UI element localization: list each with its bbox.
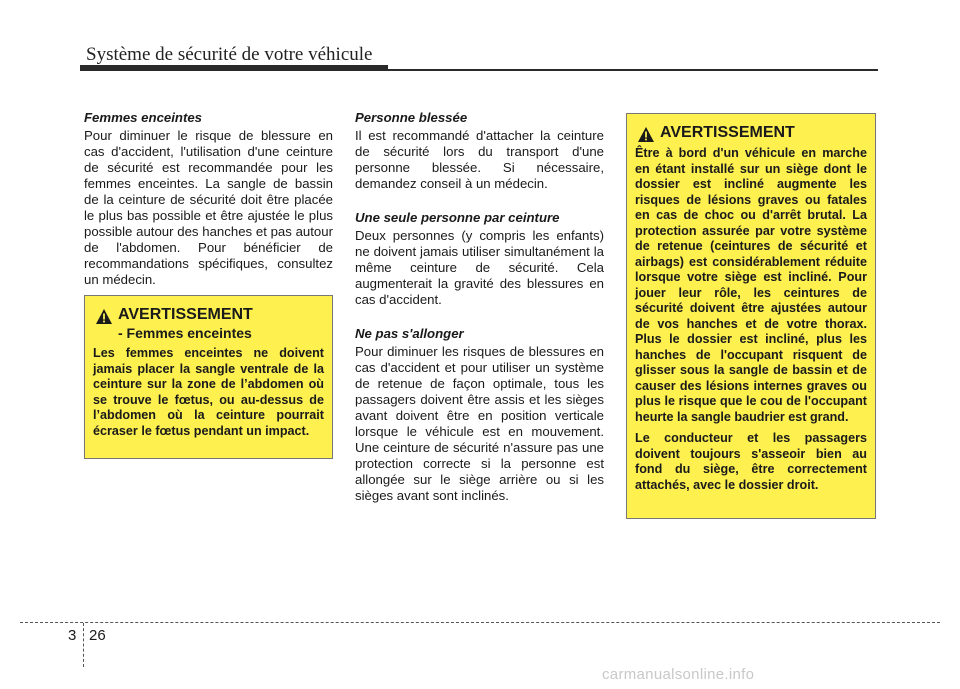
warning-body-2: Le conducteur et les passagers doivent toujours s'asseoir bien au fond du siège, être correctement attachés, avec le dossier droit.: [635, 431, 867, 492]
warning-box-pregnant: [84, 295, 333, 459]
watermark: carmanualsonline.info: [602, 666, 755, 683]
warning-title: AVERTISSEMENT: [660, 124, 795, 141]
warning-title: AVERTISSEMENT: [118, 306, 253, 323]
warning-body-1: Être à bord d'un véhicule en marche en étant installé sur un siège dont le dossier est incliné augmente les risques de lésions graves ou fatales en cas de choc ou d'arrêt brutal. La protection assurée par votre système de retenue (ceintures de sécurité et airbags) est considérablement réduite lorsque votre siège est incliné. Pour jouer leur rôle, les ceintures de sécurité doivent être ajustées autour de vos hanches et de votre thorax. Plus le dossier est incliné, plus les hanches de l'occupant risquent de glisser sous la sangle de bassin et de causer des lésions internes graves ou plus le risque que le cou de l'occupant heurte la sangle baudrier est grand.: [635, 146, 867, 424]
section-heading-injured: Personne blessée: [355, 110, 468, 125]
warning-header: [93, 306, 324, 325]
warning-triangle-icon: [95, 308, 113, 325]
footer-dashed-rule: [20, 622, 940, 623]
warning-triangle-icon: [637, 126, 655, 143]
section-text-pregnant: Pour diminuer le risque de blessure en cas d'accident, l'utilisation d'une ceinture de sécurité est recommandée pour les femmes enceintes. La sangle de bassin de la ceinture de sécurité doit être placée le plus bas possible et être ajustée le plus possible autour des hanches et pas autour de l'abdomen. Pour bénéficier de recommandations spécifiques, consultez un médecin.: [84, 128, 333, 287]
section-text-no-lying: Pour diminuer les risques de blessures en cas d'accident et pour utiliser un système de retenue de façon optimale, tous les passagers doivent être assis et les sièges avant doivent être en position verticale lorsque le véhicule est en mouvement. Une ceinture de sécurité n'assure pas une protection correcte si la personne est allongée sur le siège arrière ou si les sièges avant sont inclinés.: [355, 344, 604, 503]
section-heading-pregnant: Femmes enceintes: [84, 110, 203, 125]
section-text-one-per-belt: Deux personnes (y compris les enfants) ne doivent jamais utiliser simultanément la même ceinture de sécurité. Cela augmenterait la gravité des blessures en cas d'accident.: [355, 228, 604, 307]
section-heading-one-per-belt: Une seule personne par ceinture: [355, 210, 560, 225]
warning-subtitle: - Femmes enceintes: [118, 325, 252, 341]
column-left: [84, 110, 333, 288]
header-rule-thick: [80, 65, 388, 71]
warning-box-reclined: [626, 113, 876, 519]
column-middle: [355, 110, 604, 504]
section-text-injured: Il est recommandé d'attacher la ceinture de sécurité lors du transport d'une personne blessée. Si nécessaire, demandez conseil à un médecin.: [355, 128, 604, 191]
section-heading-no-lying: Ne pas s'allonger: [355, 326, 464, 341]
header-rule-thin: [386, 69, 878, 71]
warning-header: [635, 124, 867, 143]
chapter-number: 3: [68, 627, 77, 644]
footer-dashed-divider: [83, 623, 84, 667]
chapter-title: Système de sécurité de votre véhicule: [86, 44, 373, 65]
warning-body: Les femmes enceintes ne doivent jamais placer la sangle ventrale de la ceinture sur la zone de l’abdomen où se trouve le fœtus, ou au-dessus de l’abdomen où la ceinture pourrait écraser le fœtus pendant un impact.: [93, 346, 324, 438]
page-number: 26: [89, 627, 106, 644]
